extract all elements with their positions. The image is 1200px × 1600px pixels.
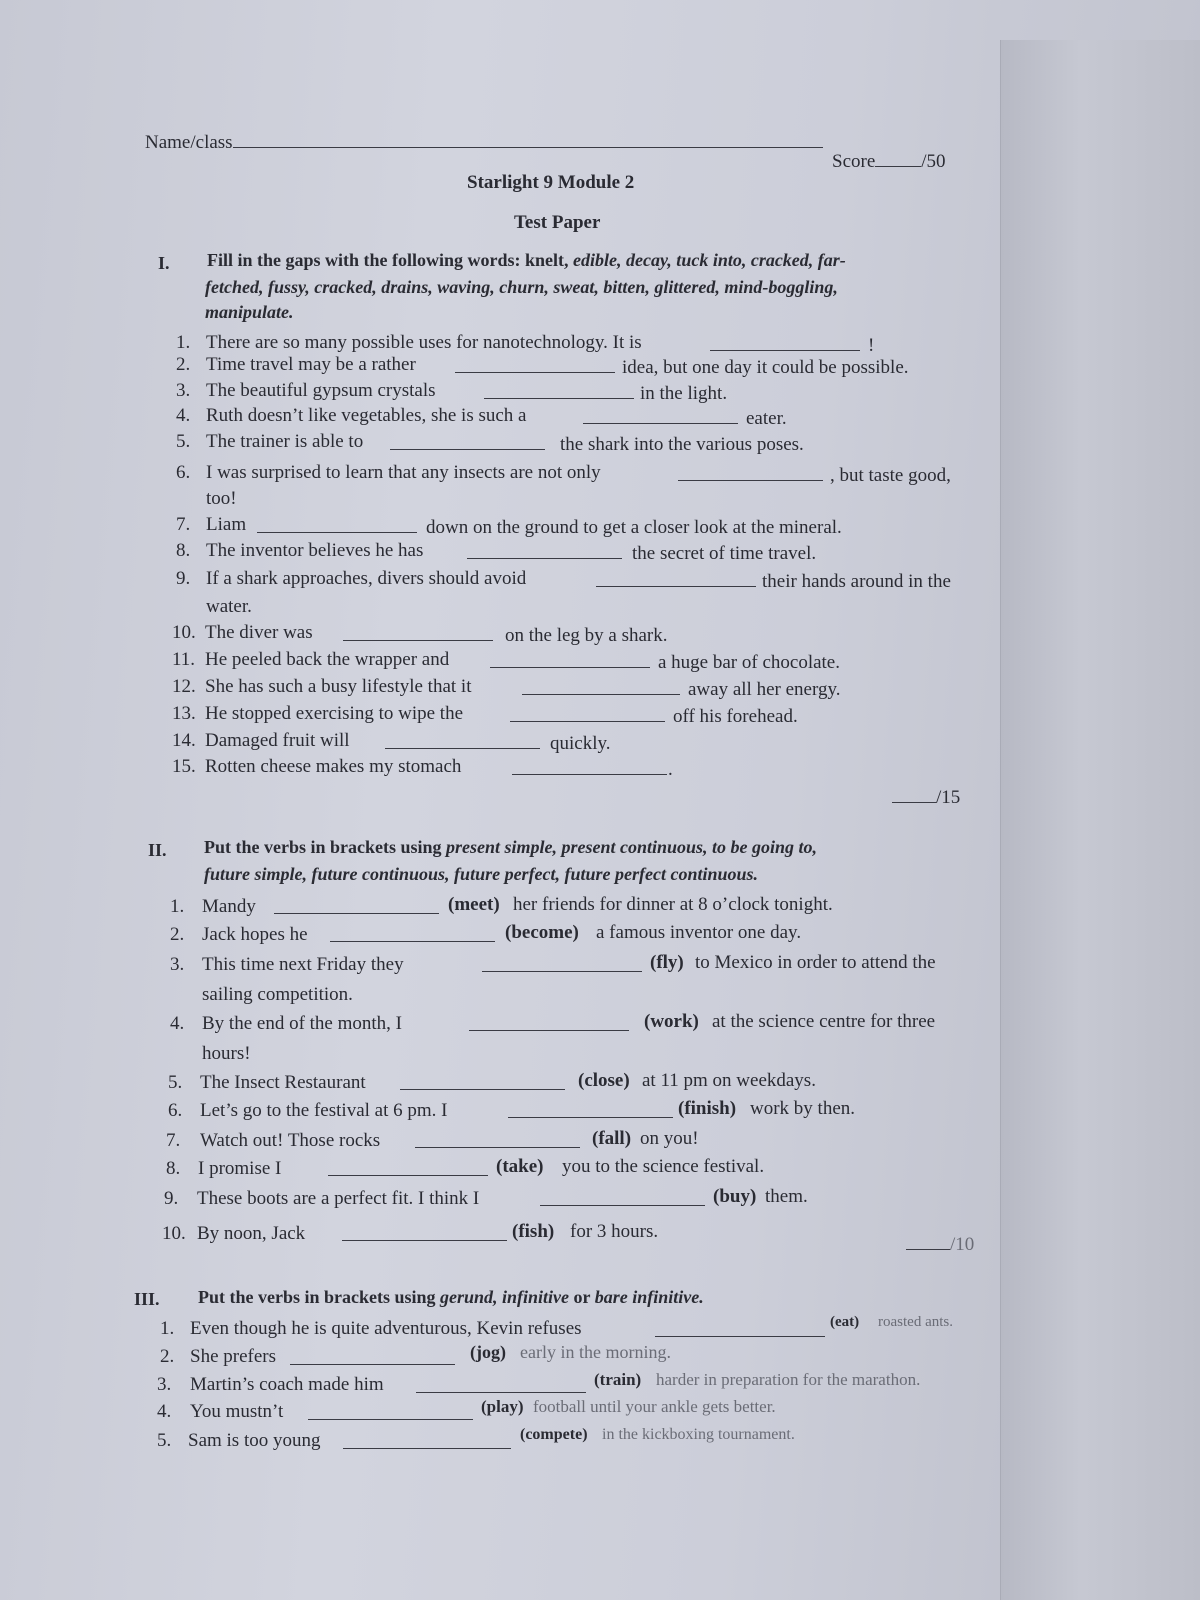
question-number: 9. — [176, 568, 191, 589]
answer-blank[interactable] — [469, 1014, 629, 1031]
section-score-total: /10 — [950, 1234, 975, 1255]
instr-part: edible, decay, tuck into, cracked, far- — [573, 250, 846, 270]
answer-blank[interactable] — [257, 516, 417, 533]
page-title: Starlight 9 Module 2 — [467, 172, 635, 193]
answer-blank[interactable] — [540, 1189, 705, 1206]
answer-blank[interactable] — [482, 955, 642, 972]
question-text-end: them. — [765, 1186, 808, 1207]
answer-line[interactable] — [655, 1320, 825, 1343]
answer-line[interactable] — [490, 651, 650, 674]
answer-line[interactable] — [484, 382, 634, 405]
answer-line[interactable] — [274, 897, 439, 920]
answer-line[interactable] — [330, 925, 495, 948]
answer-blank[interactable] — [343, 1432, 511, 1449]
question-number: 10. — [162, 1223, 186, 1244]
question-text: There are so many possible uses for nanotechnology. It is — [206, 332, 642, 353]
answer-blank[interactable] — [390, 433, 545, 450]
question-number: 8. — [166, 1158, 181, 1179]
answer-blank[interactable] — [308, 1403, 473, 1420]
verb-prompt: (jog) — [470, 1342, 506, 1362]
question-text: Rotten cheese makes my stomach — [205, 756, 462, 777]
question-text-end: a famous inventor one day. — [596, 922, 802, 943]
answer-blank[interactable] — [510, 705, 665, 722]
question-text: By the end of the month, I — [202, 1013, 402, 1034]
answer-blank[interactable] — [415, 1131, 580, 1148]
question-text: Jack hopes he — [202, 924, 308, 945]
answer-line[interactable] — [343, 1432, 511, 1455]
answer-blank[interactable] — [710, 334, 860, 351]
question-text: This time next Friday they — [202, 954, 404, 975]
question-number: 2. — [176, 354, 191, 375]
answer-line[interactable] — [540, 1189, 705, 1212]
answer-line[interactable] — [467, 542, 622, 565]
question-number: 9. — [164, 1188, 179, 1209]
question-text: She prefers — [190, 1346, 276, 1367]
question-text-end: in the kickboxing tournament. — [602, 1426, 795, 1443]
question-number: 4. — [170, 1013, 185, 1034]
question-text-end: at the science centre for three — [712, 1011, 936, 1032]
question-text-end: down on the ground to get a closer look at the mineral. — [426, 517, 842, 538]
answer-line[interactable] — [512, 758, 667, 781]
answer-blank[interactable] — [484, 382, 634, 399]
answer-blank[interactable] — [596, 570, 756, 587]
question-text: Mandy — [202, 896, 256, 917]
answer-line[interactable] — [583, 407, 738, 430]
question-text: Martin’s coach made him — [190, 1374, 384, 1395]
answer-blank[interactable] — [490, 651, 650, 668]
answer-line[interactable] — [415, 1131, 580, 1154]
answer-line[interactable] — [328, 1159, 488, 1182]
question-number: 5. — [168, 1072, 183, 1093]
answer-blank[interactable] — [385, 732, 540, 749]
instr-part: present simple, present continuous, to be going to, — [446, 837, 818, 857]
answer-blank[interactable] — [678, 464, 823, 481]
question-number: 5. — [176, 431, 191, 452]
question-number: 2. — [170, 924, 185, 945]
answer-line[interactable] — [522, 678, 680, 701]
score-blank[interactable] — [892, 786, 936, 803]
instr-part: Put the verbs in brackets using — [204, 837, 447, 857]
answer-blank[interactable] — [400, 1073, 565, 1090]
question-text: I was surprised to learn that any insects are not only — [206, 462, 601, 483]
section-2-instruction — [204, 837, 817, 858]
question-text: If a shark approaches, divers should avoid — [206, 568, 527, 589]
question-text: By noon, Jack — [197, 1223, 306, 1244]
question-text-cont: hours! — [202, 1043, 251, 1064]
answer-blank[interactable] — [467, 542, 622, 559]
question-text-end: her friends for dinner at 8 o’clock tonight. — [513, 894, 833, 915]
instr-part: bare infinitive. — [594, 1287, 704, 1307]
question-number: 10. — [172, 622, 196, 643]
answer-blank[interactable] — [290, 1348, 455, 1365]
question-number: 3. — [176, 380, 191, 401]
answer-line[interactable] — [678, 464, 823, 487]
section-2-score[interactable] — [906, 1233, 974, 1256]
verb-prompt: (work) — [644, 1011, 699, 1032]
answer-blank[interactable] — [342, 1224, 507, 1241]
answer-blank[interactable] — [328, 1159, 488, 1176]
question-text: He stopped exercising to wipe the — [205, 703, 464, 724]
question-text-end: the secret of time travel. — [632, 543, 817, 564]
answer-line[interactable] — [385, 732, 540, 755]
instr-part: or — [569, 1287, 595, 1307]
question-number: 4. — [157, 1401, 172, 1422]
verb-prompt: (eat) — [830, 1314, 860, 1330]
question-text-end: early in the morning. — [520, 1342, 671, 1362]
score-blank[interactable] — [906, 1233, 950, 1250]
question-text: Damaged fruit will — [205, 730, 350, 751]
verb-prompt: (fish) — [512, 1221, 555, 1242]
answer-line[interactable] — [596, 570, 756, 593]
answer-blank[interactable] — [343, 624, 493, 641]
question-text-end: quickly. — [550, 733, 611, 754]
answer-line[interactable] — [290, 1348, 455, 1371]
answer-line[interactable] — [416, 1376, 586, 1399]
question-text: Sam is too young — [188, 1430, 321, 1451]
answer-line[interactable] — [257, 516, 417, 539]
answer-blank[interactable] — [330, 925, 495, 942]
question-text-cont: too! — [206, 488, 237, 509]
instr-part: Put the verbs in brackets using — [198, 1287, 441, 1307]
answer-blank[interactable] — [274, 897, 439, 914]
verb-prompt: (take) — [496, 1156, 544, 1177]
answer-line[interactable] — [482, 955, 642, 978]
question-text-end: to Mexico in order to attend the — [695, 952, 936, 973]
question-text-end: off his forehead. — [673, 706, 798, 727]
verb-prompt: (play) — [481, 1397, 524, 1416]
answer-blank[interactable] — [655, 1320, 825, 1337]
question-number: 12. — [172, 676, 196, 697]
answer-line[interactable] — [400, 1073, 565, 1096]
section-3-number: III. — [134, 1289, 160, 1309]
question-text-end: at 11 pm on weekdays. — [642, 1070, 816, 1091]
answer-line[interactable] — [710, 334, 860, 357]
question-text: The diver was — [205, 622, 313, 643]
question-text-end: harder in preparation for the marathon. — [656, 1370, 921, 1389]
question-text: She has such a busy lifestyle that it — [205, 676, 472, 697]
question-text: He peeled back the wrapper and — [205, 649, 450, 670]
verb-prompt: (close) — [578, 1070, 630, 1091]
question-text-end: the shark into the various poses. — [560, 434, 804, 455]
question-number: 13. — [172, 703, 196, 724]
verb-prompt: (become) — [505, 922, 579, 943]
answer-line[interactable] — [343, 624, 493, 647]
next-page-edge — [1000, 40, 1200, 1600]
question-text-end: in the light. — [640, 383, 728, 404]
verb-prompt: (train) — [594, 1370, 642, 1389]
name-class-field[interactable] — [145, 131, 823, 154]
question-number: 1. — [176, 332, 191, 353]
question-text-cont: water. — [206, 596, 252, 617]
question-text: Let’s go to the festival at 6 pm. I — [200, 1100, 448, 1121]
name-class-label: Name/class — [145, 132, 233, 153]
question-text-end: work by then. — [750, 1098, 856, 1119]
question-text: The Insect Restaurant — [200, 1072, 366, 1093]
answer-blank[interactable] — [583, 407, 738, 424]
question-text: You mustn’t — [190, 1401, 284, 1422]
question-text: These boots are a perfect fit. I think I — [197, 1188, 480, 1209]
question-text: I promise I — [198, 1158, 282, 1179]
verb-prompt: (compete) — [520, 1426, 588, 1443]
score-blank[interactable] — [875, 150, 921, 167]
verb-prompt: (finish) — [678, 1098, 737, 1119]
question-number: 11. — [172, 649, 196, 670]
section-2-tenses: future simple, future continuous, future perfect, future perfect continuous. — [204, 864, 759, 884]
section-3-instruction — [198, 1287, 704, 1308]
question-number: 1. — [170, 896, 185, 917]
answer-line[interactable] — [469, 1014, 629, 1037]
question-text-end: eater. — [746, 408, 787, 429]
question-text: Liam — [206, 514, 247, 535]
instr-part: Fill in the gaps with the following words: knelt, — [207, 250, 574, 270]
question-number: 6. — [168, 1100, 183, 1121]
question-number: 3. — [157, 1374, 172, 1395]
section-1-number: I. — [158, 253, 170, 273]
question-number: 4. — [176, 405, 191, 426]
question-text: Ruth doesn’t like vegetables, she is such a — [206, 405, 527, 426]
section-1-wordlist: fetched, fussy, cracked, drains, waving, churn, sweat, bitten, glittered, mind-boggling, — [205, 277, 838, 297]
section-1-score[interactable] — [892, 786, 960, 809]
question-number: 6. — [176, 462, 191, 483]
answer-blank[interactable] — [416, 1376, 586, 1393]
question-text-end: idea, but one day it could be possible. — [622, 357, 909, 378]
answer-blank[interactable] — [455, 356, 615, 373]
question-text-end: on the leg by a shark. — [505, 625, 668, 646]
question-number: 15. — [172, 756, 196, 777]
question-text-end: away all her energy. — [688, 679, 841, 700]
question-number: 2. — [160, 1346, 175, 1367]
question-number: 3. — [170, 954, 185, 975]
question-number: 1. — [160, 1318, 175, 1339]
verb-prompt: (fall) — [592, 1128, 632, 1149]
question-text-end: for 3 hours. — [570, 1221, 659, 1242]
answer-line[interactable] — [390, 433, 545, 456]
answer-line[interactable] — [342, 1224, 507, 1247]
instr-part: gerund, infinitive — [440, 1287, 570, 1307]
question-text: The trainer is able to — [206, 431, 364, 452]
question-text: Even though he is quite adventurous, Kevin refuses — [190, 1318, 582, 1339]
question-text-end: roasted ants. — [878, 1314, 953, 1330]
question-text-end: you to the science festival. — [562, 1156, 765, 1177]
answer-line[interactable] — [508, 1101, 673, 1124]
verb-prompt: (meet) — [448, 894, 500, 915]
question-text: Time travel may be a rather — [206, 354, 416, 375]
answer-line[interactable] — [455, 356, 615, 379]
question-text-cont: sailing competition. — [202, 984, 353, 1005]
question-text: Watch out! Those rocks — [200, 1130, 381, 1151]
answer-blank[interactable] — [522, 678, 680, 695]
section-1-wordlist-end: manipulate. — [205, 302, 294, 322]
answer-blank[interactable] — [508, 1101, 673, 1118]
question-text-end: a huge bar of chocolate. — [658, 652, 840, 673]
question-text: The inventor believes he has — [206, 540, 424, 561]
question-number: 5. — [157, 1430, 172, 1451]
verb-prompt: (fly) — [650, 952, 684, 973]
answer-line[interactable] — [308, 1403, 473, 1426]
question-text-end: ! — [868, 335, 875, 356]
question-text-end: . — [668, 759, 673, 780]
score-label: Score — [832, 151, 876, 172]
score-total: /50 — [921, 151, 946, 172]
question-number: 8. — [176, 540, 191, 561]
answer-blank[interactable] — [512, 758, 667, 775]
verb-prompt: (buy) — [713, 1186, 757, 1207]
answer-line[interactable] — [510, 705, 665, 728]
page-subtitle: Test Paper — [514, 212, 601, 233]
question-number: 7. — [176, 514, 191, 535]
question-text: The beautiful gypsum crystals — [206, 380, 436, 401]
score-field[interactable] — [832, 150, 946, 173]
question-text-end: football until your ankle gets better. — [533, 1397, 776, 1416]
question-text-end: their hands around in the — [762, 571, 951, 592]
question-text-end: on you! — [640, 1128, 699, 1149]
section-2-number: II. — [148, 840, 167, 860]
question-number: 7. — [166, 1130, 181, 1151]
name-class-blank[interactable] — [233, 131, 823, 148]
question-number: 14. — [172, 730, 196, 751]
section-1-instruction — [207, 250, 846, 271]
section-score-total: /15 — [936, 787, 961, 808]
question-text-end: , but taste good, — [830, 465, 951, 486]
